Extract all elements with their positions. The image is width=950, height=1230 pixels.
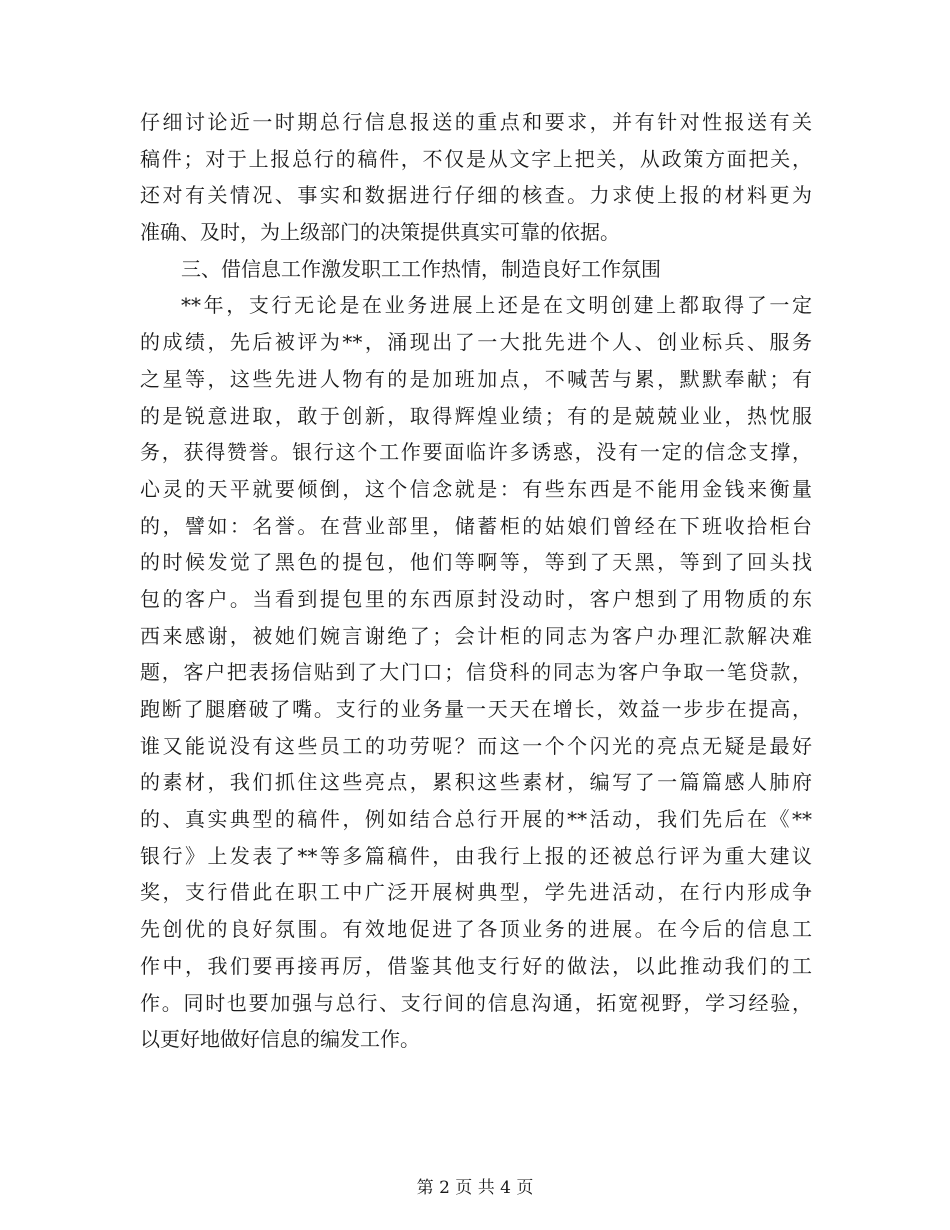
- text-line: 的时候发觉了黑色的提包，他们等啊等，等到了天黑，等到了回头找: [140, 550, 812, 575]
- text-line: 仔细讨论近一时期总行信息报送的重点和要求，并有针对性报送有关: [140, 110, 812, 134]
- text-line: 先创优的良好氛围。有效地促进了各顶业务的进展。在今后的信息工: [140, 917, 812, 942]
- text-line: 银行》上发表了**等多篇稿件，由我行上报的还被总行评为重大建议: [140, 843, 812, 868]
- text-line: 谁又能说没有这些员工的功劳呢？而这一个个闪光的亮点无疑是最好: [140, 733, 812, 758]
- text-line: 之星等，这些先进人物有的是加班加点，不喊苦与累，默默奉献；有: [140, 366, 812, 391]
- text-line: 还对有关情况、事实和数据进行仔细的核查。力求使上报的材料更为: [140, 183, 812, 208]
- text-line: 稿件；对于上报总行的稿件，不仅是从文字上把关，从政策方面把关，: [140, 146, 812, 171]
- text-line: 的素材，我们抓住这些亮点，累积这些素材，编写了一篇篇感人肺府: [140, 770, 812, 795]
- text-line: 以更好地做好信息的编发工作。: [140, 1027, 420, 1052]
- text-line: 包的客户。当看到提包里的东西原封没动时，客户想到了用物质的东: [140, 586, 812, 611]
- text-line: 题，客户把表扬信贴到了大门口；信贷科的同志为客户争取一笔贷款，: [140, 660, 812, 685]
- text-line: 三、借信息工作激发职工工作热情，制造良好工作氛围: [181, 256, 661, 281]
- text-line: 作。同时也要加强与总行、支行间的信息沟通，拓宽视野，学习经验，: [140, 990, 812, 1015]
- text-line: 心灵的天平就要倾倒，这个信念就是：有些东西是不能用金钱来衡量: [140, 476, 812, 501]
- text-line: 的是锐意进取，敢于创新，取得辉煌业绩；有的是兢兢业业，热忱服: [140, 403, 812, 428]
- text-line: 务，获得赞誉。银行这个工作要面临许多诱惑，没有一定的信念支撑，: [140, 440, 812, 465]
- text-line: 的、真实典型的稿件，例如结合总行开展的**活动，我们先后在《**: [140, 807, 812, 832]
- text-line: 跑断了腿磨破了嘴。支行的业务量一天天在增长，效益一步步在提高，: [140, 697, 812, 721]
- page-footer: 第 2 页 共 4 页: [416, 1178, 534, 1198]
- body-text: [140, 104, 812, 1058]
- text-line: 的，譬如：名誉。在营业部里，储蓄柜的姑娘们曾经在下班收拾柜台: [140, 513, 812, 538]
- text-line: 奖，支行借此在职工中广泛开展树典型，学先进活动，在行内形成争: [140, 880, 812, 905]
- text-line: **年，支行无论是在业务进展上还是在文明创建上都取得了一定: [181, 293, 812, 318]
- text-line: 准确、及时，为上级部门的决策提供真实可靠的依据。: [140, 220, 620, 245]
- text-line: 作中，我们要再接再厉，借鉴其他支行好的做法，以此推动我们的工: [140, 953, 812, 978]
- text-line: 西来感谢，被她们婉言谢绝了；会计柜的同志为客户办理汇款解决难: [140, 623, 812, 648]
- text-line: 的成绩，先后被评为**，涌现出了一大批先进个人、创业标兵、服务: [140, 330, 812, 355]
